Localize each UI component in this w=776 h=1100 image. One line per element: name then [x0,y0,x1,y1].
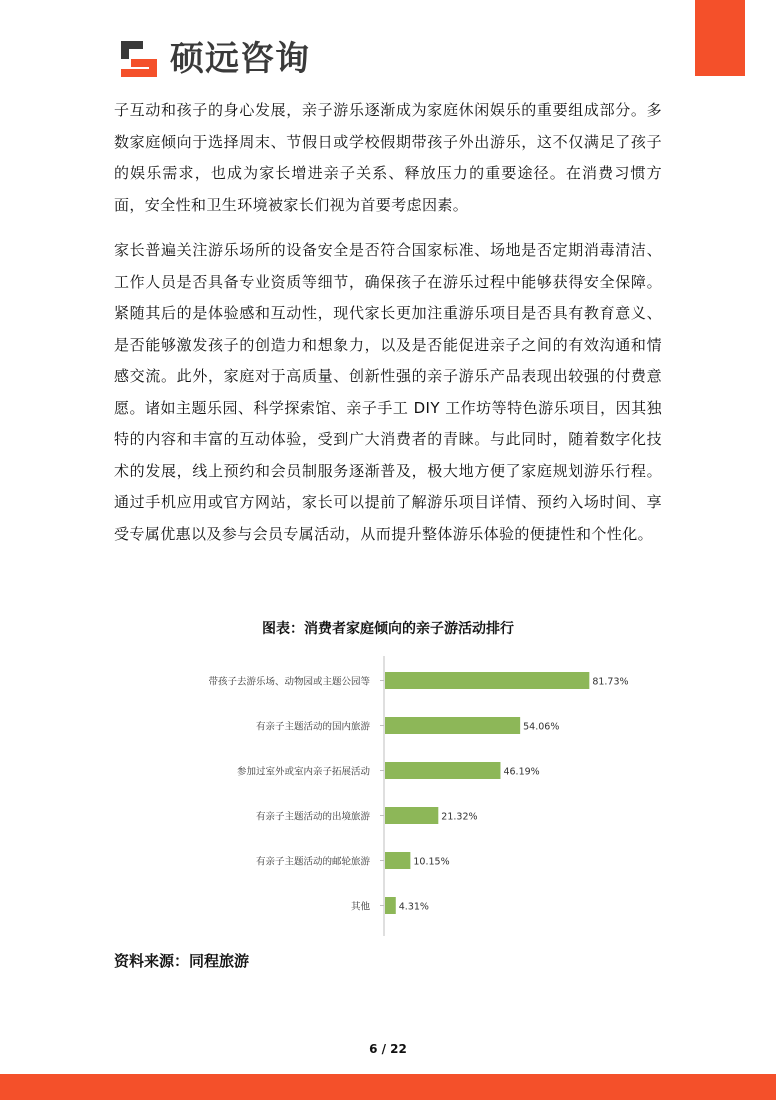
value-label: 4.31% [398,901,429,913]
bar [385,807,438,824]
brand-logo-icon [118,38,160,80]
paragraph-1: 子互动和孩子的身心发展，亲子游乐逐渐成为家庭休闲娱乐的重要组成部分。多数家庭倾向于选择周末、节假日或学校假期带孩子外出游乐，这不仅满足了孩子的娱乐需求，也成为家长增进亲子关系、释放压力的重要途径。在消费习惯方面，安全性和卫生环境被家长们视为首要考虑因素。 [114,101,662,214]
bar [385,897,396,914]
value-label: 10.15% [413,856,450,868]
category-label: 有亲子主题活动的国内旅游 [255,721,370,733]
value-label: 21.32% [441,811,478,823]
bar-chart-svg [114,652,662,942]
bar [385,717,520,734]
value-label: 81.73% [592,676,629,688]
category-label: 参加过室外或室内亲子拓展活动 [236,766,370,778]
category-label: 带孩子去游乐场、动物园或主题公园等 [208,676,370,688]
bar [385,852,410,869]
paragraph-2: 家长普遍关注游乐场所的设备安全是否符合国家标准、场地是否定期消毒清洁、工作人员是否具备专业资质等细节，确保孩子在游乐过程中能够获得安全保障。紧随其后的是体验感和互动性，现代家长更加注重游乐项目是否具有教育意义、是否能够激发孩子的创造力和想象力，以及是否能促进亲子之间的有效沟通和情感交流。此外，家庭对于高质量、创新性强的亲子游乐产品表现出较强的付费意愿。诸如主题乐园、科学探索馆、亲子手工 DIY 工作坊等特色游乐项目，因其独特的内容和丰富的互动体验，受到广大消费者的青睐。与此同时，随着数字化技术的发展，线上预约和会员制服务逐渐普及，极大地方便了家庭规划游乐行程。通过手机应用或官方网站，家长可以提前了解游乐项目详情、预约入场时间、享受专属优惠以及参与会员专属活动，从而提升整体游乐体验的便捷性和个性化。 [114,241,662,543]
value-label: 46.19% [503,766,540,778]
header-accent-block [695,0,745,76]
value-label: 54.06% [523,721,560,733]
bar [385,762,500,779]
bar-chart [114,652,662,942]
category-label: 有亲子主题活动的邮轮旅游 [255,856,370,868]
footer-accent-bar [0,1074,776,1100]
brand-name: 硕远咨询 [170,39,310,79]
category-label: 其他 [350,901,370,913]
bar [385,672,589,689]
category-label: 有亲子主题活动的出境旅游 [255,811,370,823]
chart-title: 图表：消费者家庭倾向的亲子游活动排行 [262,621,514,637]
document-body [114,95,662,564]
source-note: 资料来源：同程旅游 [114,952,250,970]
brand-logo [118,38,310,80]
page-number: 6 / 22 [369,1042,407,1056]
